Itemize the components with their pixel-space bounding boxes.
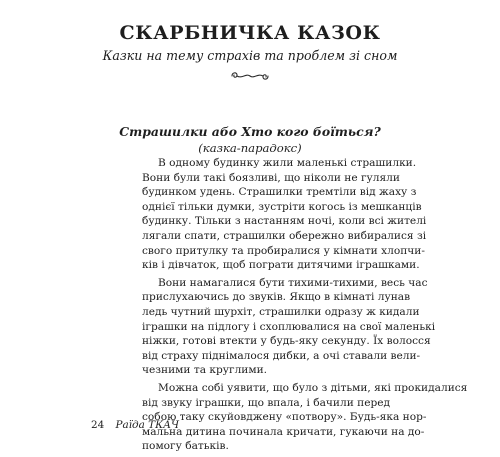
text-line: ніжки, готові втекти у будь-яку секунду. Їх волосся — [142, 335, 431, 348]
text-line: іграшки на підлогу і схоплювалися на свої маленькі — [142, 320, 436, 333]
text-line: будинку. Тільки з настанням ночі, коли всі жителі — [142, 215, 427, 228]
text-line: лягали спати, страшилки обережно вибиралися зі — [142, 229, 427, 242]
text-line: будинком удень. Страшилки тремтіли від жаху з — [142, 186, 417, 199]
text-line: чезними та круглими. — [142, 364, 268, 377]
text-line: Вони були такі боязливі, що ніколи не гуляли — [142, 171, 400, 184]
story-title: Страшилки або Хто кого боїться? — [119, 124, 381, 139]
paragraph-3 — [142, 381, 468, 454]
text-line: ледь чутний шурхіт, страшилки одразу ж кидали — [142, 305, 420, 318]
author-name: Раїда ТКАЧ — [115, 419, 180, 431]
text-line: Можна собі уявити, що було з дітьми, які прокидалися — [158, 381, 468, 394]
story-subtitle: (казка-парадокс) — [198, 141, 302, 155]
text-line: Вони намагалися бути тихими-тихими, весь час — [158, 276, 428, 289]
page-number: 24 — [91, 419, 105, 431]
text-line: мальна дитина починала кричати, гукаючи на до- — [142, 425, 425, 438]
scroll-ornament-icon — [228, 70, 272, 82]
text-line: однієї тільки думки, зустріти когось із мешканців — [142, 200, 422, 213]
page-footer — [91, 419, 179, 431]
story-body — [142, 156, 468, 457]
text-line: від звуку іграшки, що впала, і бачили перед — [142, 396, 391, 409]
text-line: собою таку скуйовджену «потвору». Будь-яка нор- — [142, 411, 427, 424]
book-subtitle: Казки на тему страхів та проблем зі сном — [102, 48, 398, 63]
text-line: від страху піднімалося дибки, а очі ставали вели- — [142, 349, 421, 362]
text-line: ків і дівчаток, щоб пограти дитячими іграшками. — [142, 259, 420, 272]
text-line: свого притулку та пробиралися у кімнати хлопчи- — [142, 244, 425, 257]
paragraph-1 — [142, 156, 427, 273]
text-line: прислухаючись до звуків. Якщо в кімнаті лунав — [142, 291, 411, 304]
paragraph-2 — [142, 276, 436, 378]
book-title: СКАРБНИЧКА КАЗОК — [119, 22, 381, 44]
text-line: помогу батьків. — [142, 440, 229, 453]
text-line: В одному будинку жили маленькі страшилки. — [158, 157, 417, 169]
